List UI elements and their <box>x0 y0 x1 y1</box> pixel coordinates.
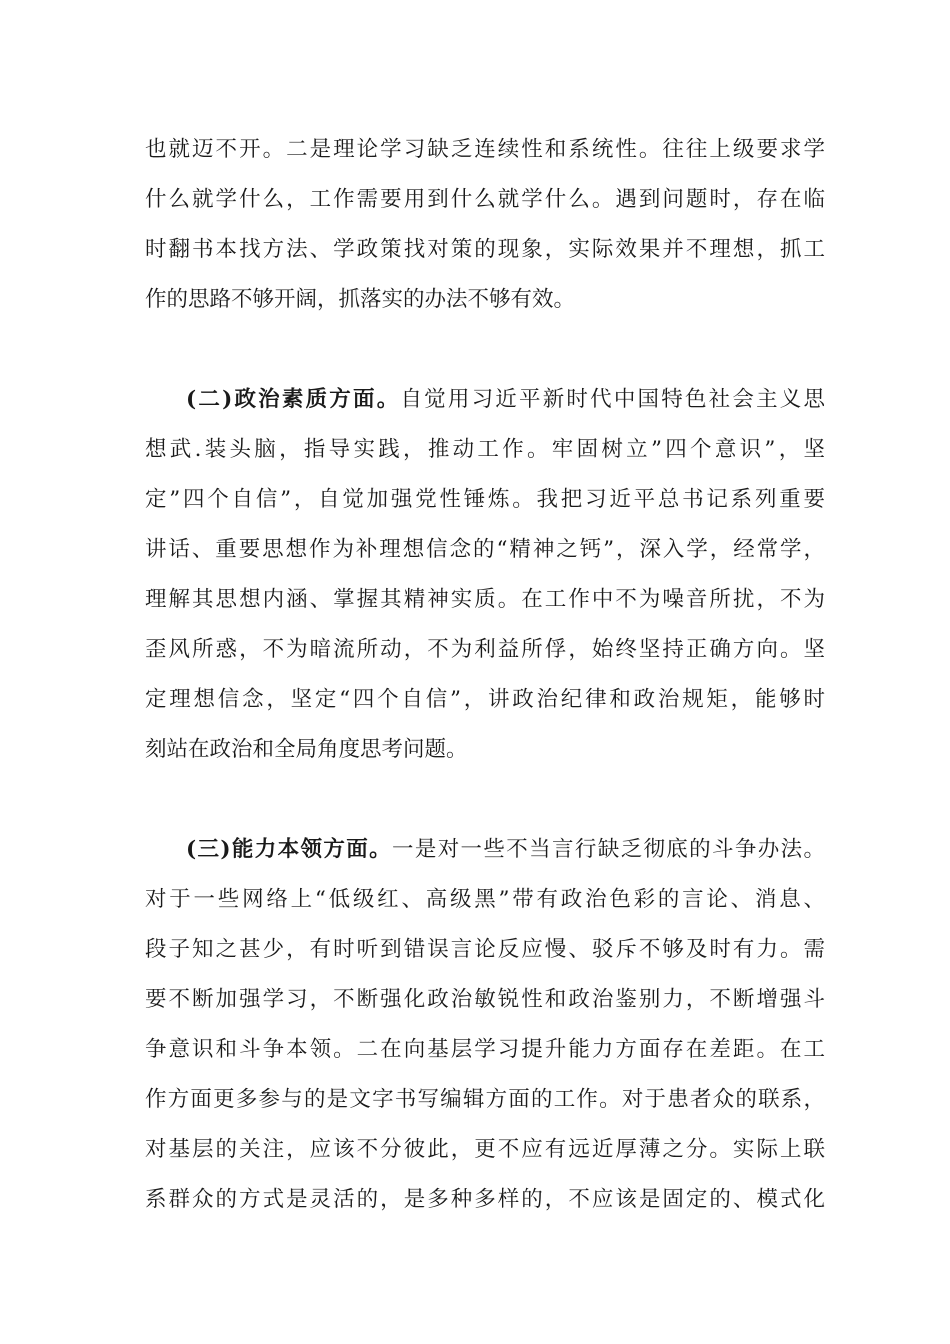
paragraph3-line-2: 对于一些网络上“低级红、高级黑”带有政治色彩的言论、消息、 <box>145 887 825 912</box>
paragraph2-first-line-text: 自觉用习近平新时代中国特色社会主义思 <box>400 387 825 412</box>
paragraph2-line-6: 歪风所惑，不为暗流所动，不为利益所俘，始终坚持正确方向。坚 <box>145 637 825 662</box>
paragraph2-line-5: 理解其思想内涵、掌握其精神实质。在工作中不为噪音所扰，不为 <box>145 587 825 612</box>
paragraph3-first-line <box>186 832 825 868</box>
paragraph3-line-7: 对基层的关注，应该不分彼此，更不应有远近厚薄之分。实际上联 <box>145 1137 825 1162</box>
paragraph2-first-line <box>186 382 825 418</box>
paragraph3-line-3: 段子知之甚少，有时听到错误言论反应慢、驳斥不够及时有力。需 <box>145 937 825 962</box>
paragraph3-line-5: 争意识和斗争本领。二在向基层学习提升能力方面存在差距。在工 <box>145 1037 825 1062</box>
paragraph1-line-2: 什么就学什么，工作需要用到什么就学什么。遇到问题时，存在临 <box>145 187 825 212</box>
paragraph2-line-4: 讲话、重要思想作为补理想信念的“精神之钙”，深入学，经常学， <box>145 537 825 562</box>
paragraph2-line-7: 定理想信念，坚定“四个自信”，讲政治纪律和政治规矩，能够时 <box>145 687 825 712</box>
paragraph2-line-3: 定”四个自信”，自觉加强党性锤炼。我把习近平总书记系列重要 <box>145 487 825 512</box>
paragraph3-line-6: 作方面更多参与的是文字书写编辑方面的工作。对于患者众的联系， <box>145 1087 825 1112</box>
paragraph3-line-4: 要不断加强学习，不断强化政治敏锐性和政治鉴别力，不断增强斗 <box>145 987 825 1012</box>
paragraph2-line-8: 刻站在政治和全局角度思考问题。 <box>145 737 468 762</box>
paragraph1-line-3: 时翻书本找方法、学政策找对策的现象，实际效果并不理想，抓工 <box>145 237 825 262</box>
paragraph2-line-2: 想武.装头脑，指导实践，推动工作。牢固树立”四个意识”，坚 <box>145 437 825 462</box>
paragraph1-line-4: 作的思路不够开阔，抓落实的办法不够有效。 <box>145 287 576 312</box>
paragraph2-heading: (二)政治素质方面。 <box>186 387 401 412</box>
paragraph1-line-1: 也就迈不开。二是理论学习缺乏连续性和系统性。往往上级要求学 <box>145 137 825 162</box>
paragraph3-heading: (三)能力本领方面。 <box>186 837 392 862</box>
paragraph3-line-8: 系群众的方式是灵活的，是多种多样的，不应该是固定的、模式化 <box>145 1187 825 1212</box>
paragraph3-first-line-text: 一是对一些不当言行缺乏彻底的斗争办法。 <box>391 837 825 862</box>
